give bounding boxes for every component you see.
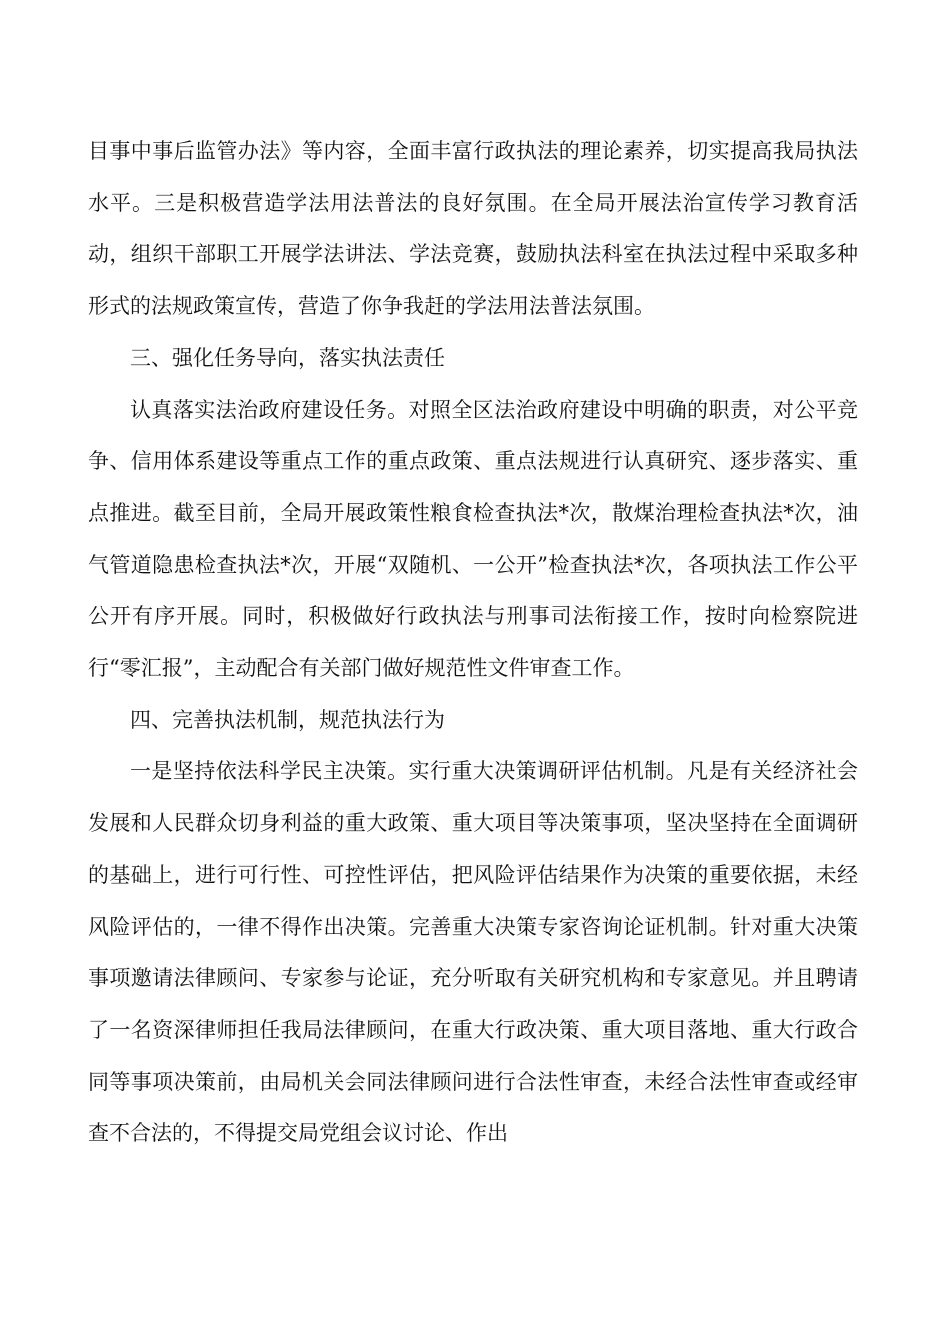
paragraph-mechanism: 一是坚持依法科学民主决策。实行重大决策调研评估机制。凡是有关经济社会发展和人民群众切身利益的重大政策、重大项目等决策事项，坚决坚持在全面调研的基础上，进行可行性、可控性评估，把风险评估结果作为决策的重要依据，未经风险评估的，一律不得作出决策。完善重大决策专家咨询论证机制。针对重大决策事项邀请法律顾问、专家参与论证，充分听取有关研究机构和专家意见。并且聘请了一名资深律师担任我局法律顾问，在重大行政决策、重大项目落地、重大行政合同等事项决策前，由局机关会同法律顾问进行合法性审查，未经合法性审查或经审查不合法的，不得提交局党组会议讨论、作出 <box>88 759 858 1146</box>
paragraph-continuation: 目事中事后监管办法》等内容，全面丰富行政执法的理论素养，切实提高我局执法水平。三是积极营造学法用法普法的良好氛围。在全局开展法治宣传学习教育活动，组织干部职工开展学法讲法、学法竞赛，鼓励执法科室在执法过程中采取多种形式的法规政策宣传，营造了你争我赶的学法用法普法氛围。 <box>88 139 858 319</box>
section-heading-4: 四、完善执法机制，规范执法行为 <box>130 707 445 732</box>
paragraph-tasks: 认真落实法治政府建设任务。对照全区法治政府建设中明确的职责，对公平竞争、信用体系建设等重点工作的重点政策、重点法规进行认真研究、逐步落实、重点推进。截至目前，全局开展政策性粮食检查执法*次，散煤治理检查执法*次，油气管道隐患检查执法*次，开展“双随机、一公开”检查执法*次，各项执法工作公平公开有序开展。同时，积极做好行政执法与刑事司法衔接工作，按时向检察院进行“零汇报”，主动配合有关部门做好规范性文件审查工作。 <box>88 397 858 681</box>
document-body <box>88 126 858 1160</box>
section-heading-3: 三、强化任务导向，落实执法责任 <box>130 345 445 370</box>
